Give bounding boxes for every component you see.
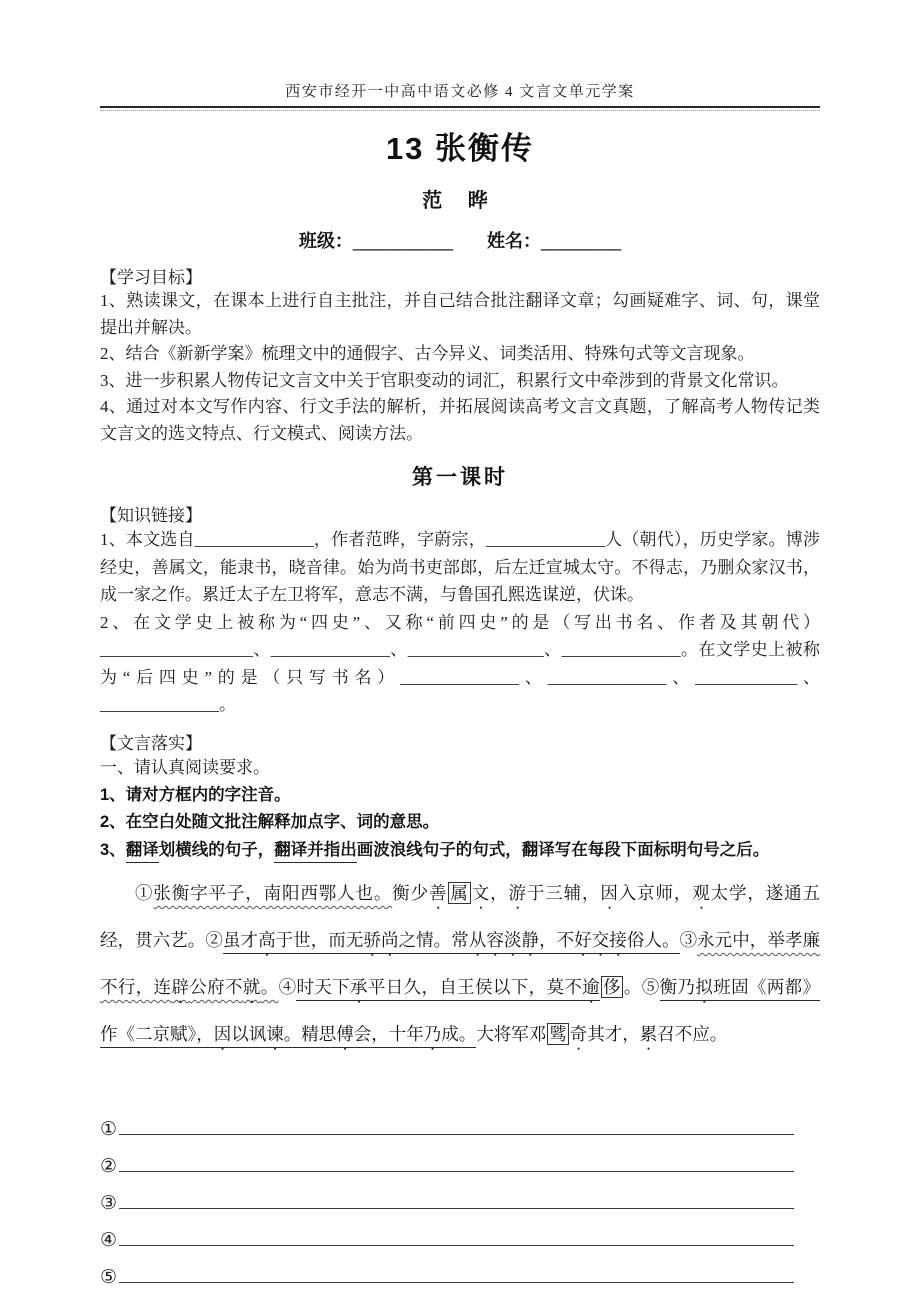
page-header (100, 80, 820, 111)
answer-row (100, 1250, 794, 1287)
header-course-label: 西安市经开一中高中语文必修 4 文言文单元学案 (285, 84, 635, 100)
text-segment: 大将军邓 (476, 1023, 547, 1044)
answer-number: ⑤ (100, 1266, 118, 1288)
answer-blank-line (119, 1281, 794, 1283)
text-segment: 翻译并指出 (274, 841, 357, 863)
answer-row (100, 1102, 794, 1139)
requirement-2: 2、在空白处随文批注解释加点字、词的意思。 (100, 813, 440, 832)
text-segment: ， (490, 883, 509, 904)
objective-item: 3、进一步积累人物传记文言文中关于官职变动的词汇，积累行文中牵涉到的背景文化常识。 (100, 370, 789, 390)
author-name: 范 晔 (422, 190, 498, 212)
text-segment: 因 (214, 1024, 232, 1048)
text-segment: 3、 (100, 840, 126, 859)
text-segment: 文 (471, 883, 491, 904)
text-segment: 入京师， (618, 883, 693, 904)
answer-row (100, 1139, 794, 1176)
text-segment: 属 (450, 883, 469, 904)
objectives-list (100, 288, 820, 447)
practice-intro: 一、请认真阅读要求。 (100, 757, 270, 777)
text-segment: 骄尚 (363, 930, 398, 954)
answer-blank-line (119, 1207, 794, 1209)
objective-item: 4、通过对本文写作内容、行文手法的解析，并拓展阅读高考文言文真题，了解高考人物传记类文言文的选文特点、行文模式、阅读方法。 (100, 397, 820, 443)
text-segment: 会，十年 (354, 1024, 424, 1048)
header-rule (100, 106, 820, 111)
text-segment: 逾 (582, 977, 600, 1001)
text-segment: 俗人。 (627, 930, 680, 954)
text-segment: 以讽 (231, 1024, 266, 1048)
text-segment: 虽才 (223, 930, 258, 954)
text-segment: 观 (692, 883, 711, 904)
text-segment: 累 (639, 1023, 658, 1044)
text-segment: 。 (623, 976, 642, 997)
text-segment: 。 (260, 976, 279, 997)
answer-row (100, 1213, 794, 1250)
text-segment: 太学，遂通五经，贯六艺。 (100, 883, 820, 951)
answer-blank-line (119, 1244, 794, 1246)
text-segment: 谏 (266, 1024, 284, 1048)
knowledge-heading: 【知识链接】 (100, 506, 202, 526)
text-segment: 就 (242, 976, 261, 997)
text-segment: 之情。常 (399, 930, 469, 954)
text-segment: 奇 (569, 1023, 588, 1044)
answer-row (100, 1176, 794, 1213)
text-segment: 公府不 (189, 976, 243, 997)
text-segment: ④ (278, 976, 297, 997)
text-segment: 从容淡静 (469, 930, 539, 954)
text-segment: 。精思 (284, 1024, 337, 1048)
text-segment: 于世，而无 (276, 930, 364, 954)
text-segment: ① (135, 883, 154, 904)
lesson-heading: 第一课时 (412, 465, 508, 490)
class-blank: __________ (352, 231, 453, 251)
answer-blank-line (119, 1133, 794, 1135)
answer-number: ① (100, 1118, 118, 1140)
text-segment: 傅 (336, 1024, 354, 1048)
knowledge-item-2: 2、在文学史上被称为“四史”、又称“前四史”的是（写出书名、作者及其朝代）__________________、______________、________________、______________。在文学史上被称为“后四史”的是（只写书名）______________、______________、____________、______________。 (100, 612, 820, 715)
text-segment: 班固《两都》作《二京赋》， (100, 977, 820, 1048)
text-segment: ，不 (539, 930, 574, 954)
text-segment: 划横线的句子， (158, 840, 275, 859)
answer-number: ② (100, 1155, 118, 1177)
text-segment: 于三辅， (526, 883, 601, 904)
text-segment: 召不应。 (657, 1023, 728, 1044)
text-segment: 时天下 (296, 977, 350, 1001)
text-segment: 张衡字平子，南阳西鄂人也。 (153, 883, 393, 904)
doc-title: 13 张衡传 (385, 131, 535, 166)
text-segment: 侈 (603, 976, 621, 997)
text-segment: ③ (679, 930, 698, 951)
objectives-heading: 【学习目标】 (100, 268, 202, 287)
text-segment: 辟 (171, 976, 190, 997)
text-segment: 拟 (695, 977, 713, 1001)
text-segment: 翻译 (126, 841, 159, 863)
name-blank: ________ (541, 231, 622, 251)
passage-text (100, 870, 820, 1058)
objective-item: 2、结合《新新学案》梳理文中的通假字、古今异义、词类活用、特殊句式等文言现象。 (100, 344, 755, 364)
text-segment: 衡乃 (660, 977, 696, 1001)
text-segment: 高 (258, 930, 276, 954)
answer-lines (100, 1102, 820, 1287)
text-segment: 承 (350, 977, 368, 1001)
class-name-line (100, 227, 820, 253)
requirement-1: 1、请对方框内的字注音。 (100, 786, 291, 805)
text-segment: 好交接 (574, 930, 627, 954)
practice-heading: 【文言落实】 (100, 733, 202, 753)
answer-number: ③ (100, 1192, 118, 1214)
text-segment: 画波浪线句子的句式，翻译写在每段下面标明句号之后。 (356, 840, 770, 859)
name-label: 姓名： (487, 231, 541, 251)
text-segment: 骘 (549, 1023, 567, 1044)
text-segment: 游 (508, 883, 527, 904)
objective-item: 1、熟读课文，在课本上进行自主批注，并自己结合批注翻译文章；勾画疑难字、词、句，课堂提出并解决。 (100, 291, 820, 337)
text-segment: 永元中，举孝廉不行，连 (100, 930, 820, 997)
answer-blank-line (119, 1170, 794, 1172)
text-segment: 善 (429, 883, 448, 904)
class-label: 班级： (298, 231, 353, 251)
text-segment: 平日久，自王侯以下，莫不 (368, 977, 582, 1001)
text-segment: 成。 (441, 1024, 476, 1048)
requirement-3 (100, 837, 820, 864)
answer-number: ④ (100, 1229, 118, 1251)
text-segment: ⑤ (641, 976, 660, 997)
text-segment: 其才， (587, 1023, 640, 1044)
knowledge-item-1: 1、本文选自______________，作者范晔，字蔚宗，______________人（朝代），历史学家。博涉经史，善属文，能隶书，晓音律。始为尚书吏部郎，后左迁宣城太守。不得志，乃删众家汉书，成一家之作。累迁太子左卫将军，意志不满，与鲁国孔熙选谋逆，伏诛。 (100, 530, 820, 605)
text-segment: 乃 (424, 1024, 442, 1048)
text-segment: ② (205, 930, 223, 951)
text-segment: 衡少 (392, 883, 429, 904)
text-segment: 因 (600, 883, 619, 904)
